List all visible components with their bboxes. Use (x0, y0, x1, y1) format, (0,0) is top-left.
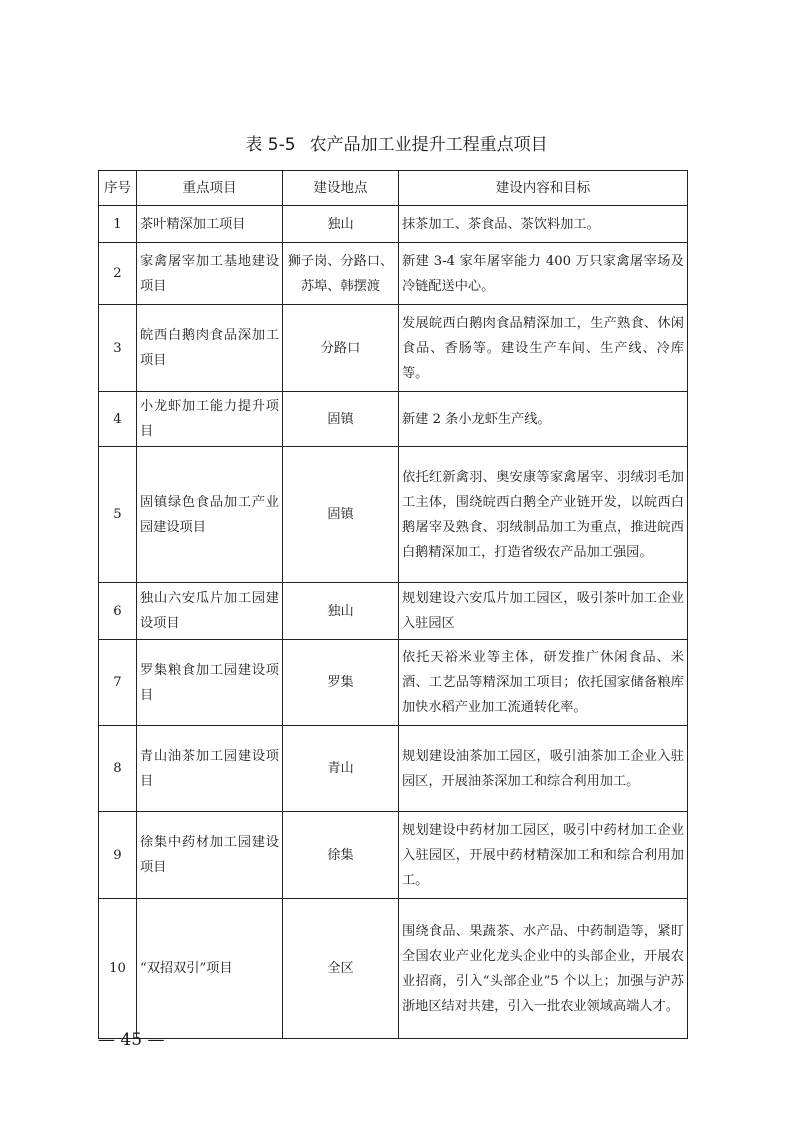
row-number: 7 (99, 640, 137, 726)
row-number: 9 (99, 812, 137, 899)
row-project: 独山六安瓜片加工园建设项目 (137, 583, 283, 640)
row-location: 固镇 (283, 447, 399, 583)
row-content: 依托红新禽羽、奥安康等家禽屠宰、羽绒羽毛加工主体，围绕皖西白鹅全产业链开发，以皖西白鹅屠宰及熟食、羽绒制品加工为重点，推进皖西白鹅精深加工，打造省级农产品加工强园。 (399, 447, 688, 583)
row-location: 分路口 (283, 305, 399, 392)
header-project: 重点项目 (137, 171, 283, 206)
row-project: 茶叶精深加工项目 (137, 206, 283, 243)
table-title (0, 130, 793, 155)
row-location: 独山 (283, 583, 399, 640)
row-project: 小龙虾加工能力提升项目 (137, 392, 283, 447)
row-content: 规划建设六安瓜片加工园区，吸引茶叶加工企业入驻园区 (399, 583, 688, 640)
header-content: 建设内容和目标 (399, 171, 688, 206)
row-location: 罗集 (283, 640, 399, 726)
row-content: 新建 3-4 家年屠宰能力 400 万只家禽屠宰场及冷链配送中心。 (399, 243, 688, 305)
row-location: 青山 (283, 726, 399, 812)
table-row (99, 305, 688, 392)
header-location: 建设地点 (283, 171, 399, 206)
table-header-row (99, 171, 688, 206)
row-content: 新建 2 条小龙虾生产线。 (399, 392, 688, 447)
table-row (99, 583, 688, 640)
row-project: 徐集中药材加工园建设项目 (137, 812, 283, 899)
table-row (99, 447, 688, 583)
table-row (99, 640, 688, 726)
table-caption: 农产品加工业提升工程重点项目 (309, 135, 548, 155)
row-content: 围绕食品、果蔬茶、水产品、中药制造等，紧盯全国农业产业化龙头企业中的头部企业，开展农业招商，引入“头部企业”5 个以上；加强与沪苏浙地区结对共建，引入一批农业领域高端人才。 (399, 899, 688, 1039)
row-project: 青山油茶加工园建设项目 (137, 726, 283, 812)
table-row (99, 812, 688, 899)
table-number: 表 5-5 (245, 135, 296, 155)
row-project: “双招双引”项目 (137, 899, 283, 1039)
row-number: 2 (99, 243, 137, 305)
row-location: 固镇 (283, 392, 399, 447)
row-project: 罗集粮食加工园建设项目 (137, 640, 283, 726)
row-content: 发展皖西白鹅肉食品精深加工，生产熟食、休闲食品、香肠等。建设生产车间、生产线、冷库等。 (399, 305, 688, 392)
page-number: — 45 — (98, 1030, 165, 1050)
table-row (99, 392, 688, 447)
row-location: 独山 (283, 206, 399, 243)
row-content: 规划建设中药材加工园区，吸引中药材加工企业入驻园区，开展中药材精深加工和和综合利用加工。 (399, 812, 688, 899)
row-content: 规划建设油茶加工园区，吸引油茶加工企业入驻园区，开展油茶深加工和综合利用加工。 (399, 726, 688, 812)
row-location: 徐集 (283, 812, 399, 899)
row-project: 皖西白鹅肉食品深加工项目 (137, 305, 283, 392)
projects-table (98, 170, 688, 1039)
table-row (99, 726, 688, 812)
table-row (99, 899, 688, 1039)
row-project: 固镇绿色食品加工产业园建设项目 (137, 447, 283, 583)
row-location: 全区 (283, 899, 399, 1039)
row-content: 依托天裕米业等主体，研发推广休闲食品、米酒、工艺品等精深加工项目；依托国家储备粮库加快水稻产业加工流通转化率。 (399, 640, 688, 726)
row-number: 6 (99, 583, 137, 640)
row-number: 8 (99, 726, 137, 812)
row-content: 抹茶加工、茶食品、茶饮料加工。 (399, 206, 688, 243)
row-number: 1 (99, 206, 137, 243)
row-location: 狮子岗、分路口、苏埠、韩摆渡 (283, 243, 399, 305)
row-number: 3 (99, 305, 137, 392)
row-number: 5 (99, 447, 137, 583)
row-number: 10 (99, 899, 137, 1039)
row-number: 4 (99, 392, 137, 447)
table-row (99, 243, 688, 305)
table-row (99, 206, 688, 243)
header-no: 序号 (99, 171, 137, 206)
row-project: 家禽屠宰加工基地建设项目 (137, 243, 283, 305)
